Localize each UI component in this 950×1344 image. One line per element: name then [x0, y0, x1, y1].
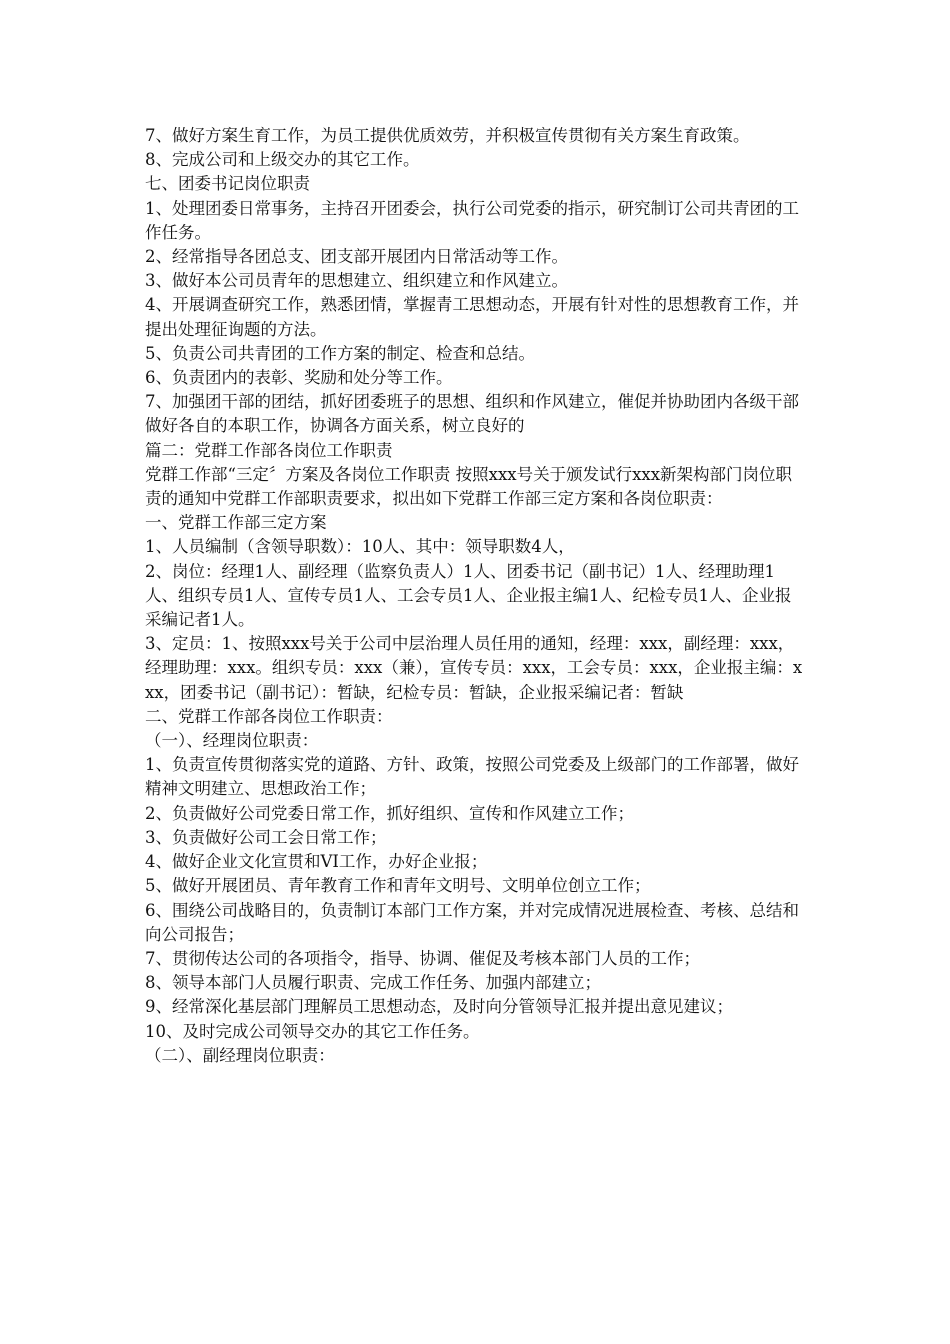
paragraph: 2、经常指导各团总支、团支部开展团内日常活动等工作。 — [145, 247, 568, 267]
subsection-heading: （一）、经理岗位职责： — [145, 731, 319, 751]
paragraph: 1、负责宣传贯彻落实党的道路、方针、政策，按照公司党委及上级部门的工作部署，做好精神文明建立、思想政治工作； — [145, 755, 799, 799]
paragraph: 6、负责团内的表彰、奖励和处分等工作。 — [145, 368, 453, 388]
paragraph: 3、定员：1、按照xxx号关于公司中层治理人员任用的通知，经理：xxx，副经理：xxx，经理助理：xxx。组织专员：xxx（兼），宣传专员：xxx，工会专员：xxx，企业报主编：xxx，团委书记（副书记）：暂缺，纪检专员：暂缺，企业报采编记者：暂缺 — [145, 634, 803, 702]
paragraph: 10、及时完成公司领导交办的其它工作任务。 — [145, 1021, 480, 1041]
paragraph: 3、负责做好公司工会日常工作； — [145, 827, 387, 847]
section-heading: 七、团委书记岗位职责 — [145, 174, 310, 194]
paragraph: 2、岗位：经理1人、副经理（监察负责人）1人、团委书记（副书记）1人、经理助理1人、组织专员1人、宣传专员1人、工会专员1人、企业报主编1人、纪检专员1人、企业报采编记者1人。 — [145, 561, 792, 630]
paragraph: 8、完成公司和上级交办的其它工作。 — [145, 150, 420, 170]
paragraph: 1、处理团委日常事务，主持召开团委会，执行公司党委的指示，研究制订公司共青团的工作任务。 — [145, 198, 799, 242]
section-heading: 篇二：党群工作部各岗位工作职责 — [145, 440, 393, 460]
paragraph: 4、做好企业文化宣贯和VI工作，办好企业报； — [145, 852, 488, 872]
paragraph: 3、做好本公司员青年的思想建立、组织建立和作风建立。 — [145, 271, 568, 291]
paragraph: 2、负责做好公司党委日常工作，抓好组织、宣传和作风建立工作； — [145, 803, 634, 823]
paragraph: 4、开展调查研究工作，熟悉团情，掌握青工思想动态，开展有针对性的思想教育工作，并提出处理征询题的方法。 — [145, 295, 799, 339]
paragraph: 9、经常深化基层部门理解员工思想动态，及时向分管领导汇报并提出意见建议； — [145, 997, 733, 1017]
subsection-heading: （二）、副经理岗位职责： — [145, 1045, 335, 1065]
paragraph: 8、领导本部门人员履行职责、完成工作任务、加强内部建立； — [145, 973, 601, 993]
paragraph: 7、贯彻传达公司的各项指令，指导、协调、催促及考核本部门人员的工作； — [145, 948, 700, 968]
paragraph: 7、做好方案生育工作，为员工提供优质效劳，并积极宣传贯彻有关方案生育政策。 — [145, 126, 750, 145]
paragraph: 党群工作部“三定〞方案及各岗位工作职责 按照xxx号关于颁发试行xxx新架构部门岗位职责的通知中党群工作部职责要求，拟出如下党群工作部三定方案和各岗位职责： — [145, 464, 793, 509]
paragraph: 7、加强团干部的团结，抓好团委班子的思想、组织和作风建立，催促并协助团内各级干部做好各自的本职工作，协调各方面关系，树立良好的 — [145, 392, 799, 436]
paragraph: 5、做好开展团员、青年教育工作和青年文明号、文明单位创立工作； — [145, 876, 651, 896]
paragraph: 1、人员编制（含领导职数）：10人、其中：领导职数4人， — [145, 537, 575, 557]
paragraph: 5、负责公司共青团的工作方案的制定、检查和总结。 — [145, 343, 535, 363]
section-heading: 二、党群工作部各岗位工作职责： — [145, 706, 393, 726]
document-body — [145, 124, 807, 1068]
section-heading: 一、党群工作部三定方案 — [145, 513, 327, 533]
paragraph: 6、围绕公司战略目的，负责制订本部门工作方案，并对完成情况进展检查、考核、总结和向公司报告； — [145, 900, 799, 944]
